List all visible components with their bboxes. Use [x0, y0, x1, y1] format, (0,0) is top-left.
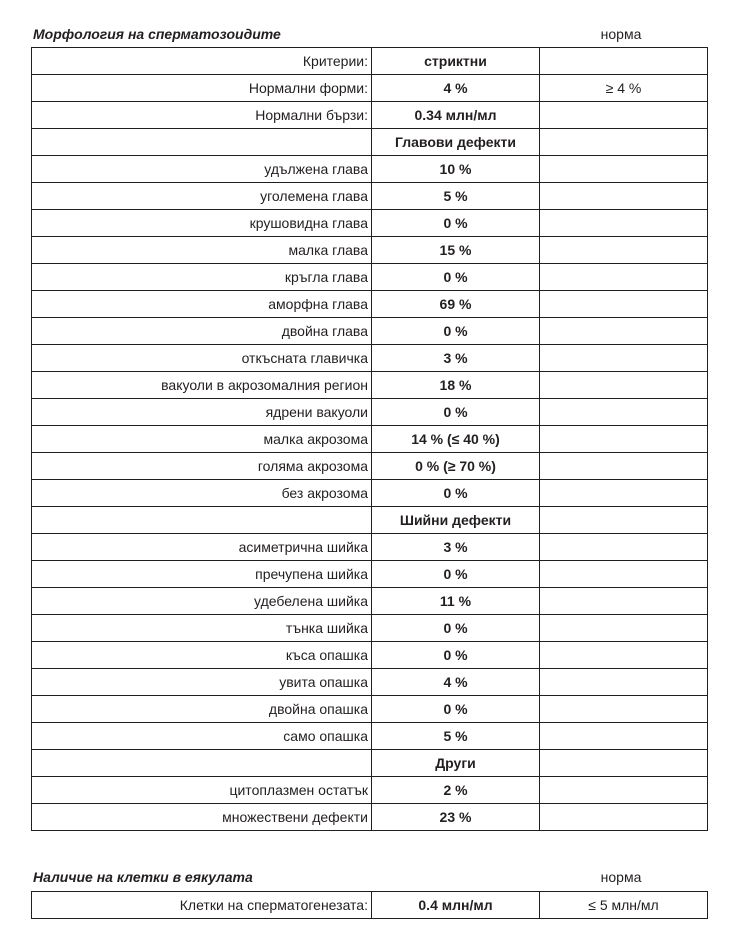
morphology-row [32, 318, 708, 345]
row-value: 5 % [372, 723, 540, 750]
row-value: 0 % [372, 642, 540, 669]
row-norm [540, 507, 708, 534]
category-subheader: Шийни дефекти [372, 507, 540, 534]
row-label: аморфна глава [32, 291, 372, 318]
morphology-row [32, 183, 708, 210]
morphology-row [32, 210, 708, 237]
row-value: 10 % [372, 156, 540, 183]
row-norm [540, 723, 708, 750]
row-norm [540, 264, 708, 291]
row-value: 0 % [372, 210, 540, 237]
morphology-row [32, 642, 708, 669]
row-norm [540, 750, 708, 777]
row-label: малка акрозома [32, 426, 372, 453]
row-norm [540, 210, 708, 237]
row-norm [540, 399, 708, 426]
row-value: 0.34 млн/мл [372, 102, 540, 129]
morphology-row [32, 426, 708, 453]
row-norm [540, 804, 708, 831]
row-value: 0.4 млн/мл [372, 892, 540, 919]
morphology-row [32, 507, 708, 534]
row-label: крушовидна глава [32, 210, 372, 237]
morphology-row [32, 804, 708, 831]
morphology-row [32, 534, 708, 561]
row-norm [540, 183, 708, 210]
row-norm: ≤ 5 млн/мл [540, 892, 708, 919]
row-value: 0 % [372, 561, 540, 588]
row-label: пречупена шийка [32, 561, 372, 588]
morphology-row [32, 696, 708, 723]
morphology-row [32, 669, 708, 696]
row-norm [540, 642, 708, 669]
row-norm [540, 480, 708, 507]
morphology-row [32, 480, 708, 507]
morphology-row [32, 345, 708, 372]
morphology-row [32, 777, 708, 804]
row-norm [540, 156, 708, 183]
row-value: 69 % [372, 291, 540, 318]
row-label: само опашка [32, 723, 372, 750]
row-norm [540, 669, 708, 696]
category-subheader: Главови дефекти [372, 129, 540, 156]
morphology-row [32, 750, 708, 777]
row-label: вакуоли в акрозомалния регион [32, 372, 372, 399]
row-label: ядрени вакуоли [32, 399, 372, 426]
row-value: 23 % [372, 804, 540, 831]
morphology-row [32, 48, 708, 75]
morphology-row [32, 561, 708, 588]
cells-section-title: Наличие на клетки в еякулата [33, 869, 253, 885]
row-label: Нормални форми: [32, 75, 372, 102]
row-label: увита опашка [32, 669, 372, 696]
row-label: откъсната главичка [32, 345, 372, 372]
row-value: 0 % [372, 399, 540, 426]
morphology-row [32, 399, 708, 426]
row-label: двойна глава [32, 318, 372, 345]
morphology-row [32, 372, 708, 399]
row-label: асиметрична шийка [32, 534, 372, 561]
row-label: удебелена шийка [32, 588, 372, 615]
row-norm [540, 777, 708, 804]
row-value: 0 % [372, 318, 540, 345]
morphology-row [32, 453, 708, 480]
row-label [32, 129, 372, 156]
row-label [32, 750, 372, 777]
row-norm [540, 129, 708, 156]
row-norm [540, 345, 708, 372]
row-label: множествени дефекти [32, 804, 372, 831]
cells-row [32, 892, 708, 919]
row-value: 18 % [372, 372, 540, 399]
row-value: 5 % [372, 183, 540, 210]
row-value: 3 % [372, 534, 540, 561]
row-norm [540, 48, 708, 75]
row-norm [540, 372, 708, 399]
row-label: малка глава [32, 237, 372, 264]
row-norm [540, 102, 708, 129]
row-value: 0 % [372, 696, 540, 723]
row-value: 15 % [372, 237, 540, 264]
row-label: голяма акрозома [32, 453, 372, 480]
row-norm [540, 696, 708, 723]
row-label [32, 507, 372, 534]
morphology-row [32, 129, 708, 156]
row-norm [540, 615, 708, 642]
morphology-row [32, 156, 708, 183]
row-label: Нормални бързи: [32, 102, 372, 129]
row-value: 4 % [372, 669, 540, 696]
morphology-norm-header: норма [600, 26, 642, 42]
row-label: къса опашка [32, 642, 372, 669]
row-value: 14 % (≤ 40 %) [372, 426, 540, 453]
row-label: уголемена глава [32, 183, 372, 210]
row-label: кръгла глава [32, 264, 372, 291]
cells-table [31, 891, 708, 919]
row-value: 0 % [372, 480, 540, 507]
row-norm [540, 453, 708, 480]
row-label: цитоплазмен остатък [32, 777, 372, 804]
row-norm [540, 291, 708, 318]
row-label: двойна опашка [32, 696, 372, 723]
morphology-row [32, 291, 708, 318]
row-label: удължена глава [32, 156, 372, 183]
row-norm [540, 588, 708, 615]
morphology-row [32, 264, 708, 291]
row-label: Клетки на сперматогенезата: [32, 892, 372, 919]
morphology-row [32, 723, 708, 750]
category-subheader: Други [372, 750, 540, 777]
row-norm [540, 426, 708, 453]
row-value: 4 % [372, 75, 540, 102]
cells-norm-header: норма [600, 869, 642, 885]
row-norm [540, 561, 708, 588]
morphology-row [32, 615, 708, 642]
row-label: тънка шийка [32, 615, 372, 642]
morphology-row [32, 102, 708, 129]
row-value: стриктни [372, 48, 540, 75]
row-norm: ≥ 4 % [540, 75, 708, 102]
row-value: 0 % [372, 615, 540, 642]
morphology-row [32, 237, 708, 264]
row-label: Критерии: [32, 48, 372, 75]
morphology-section-title: Морфология на сперматозоидите [33, 26, 281, 42]
row-norm [540, 318, 708, 345]
row-value: 11 % [372, 588, 540, 615]
row-value: 2 % [372, 777, 540, 804]
row-norm [540, 534, 708, 561]
morphology-row [32, 588, 708, 615]
row-norm [540, 237, 708, 264]
row-value: 0 % [372, 264, 540, 291]
row-value: 0 % (≥ 70 %) [372, 453, 540, 480]
morphology-table [31, 47, 708, 831]
row-label: без акрозома [32, 480, 372, 507]
morphology-row [32, 75, 708, 102]
row-value: 3 % [372, 345, 540, 372]
